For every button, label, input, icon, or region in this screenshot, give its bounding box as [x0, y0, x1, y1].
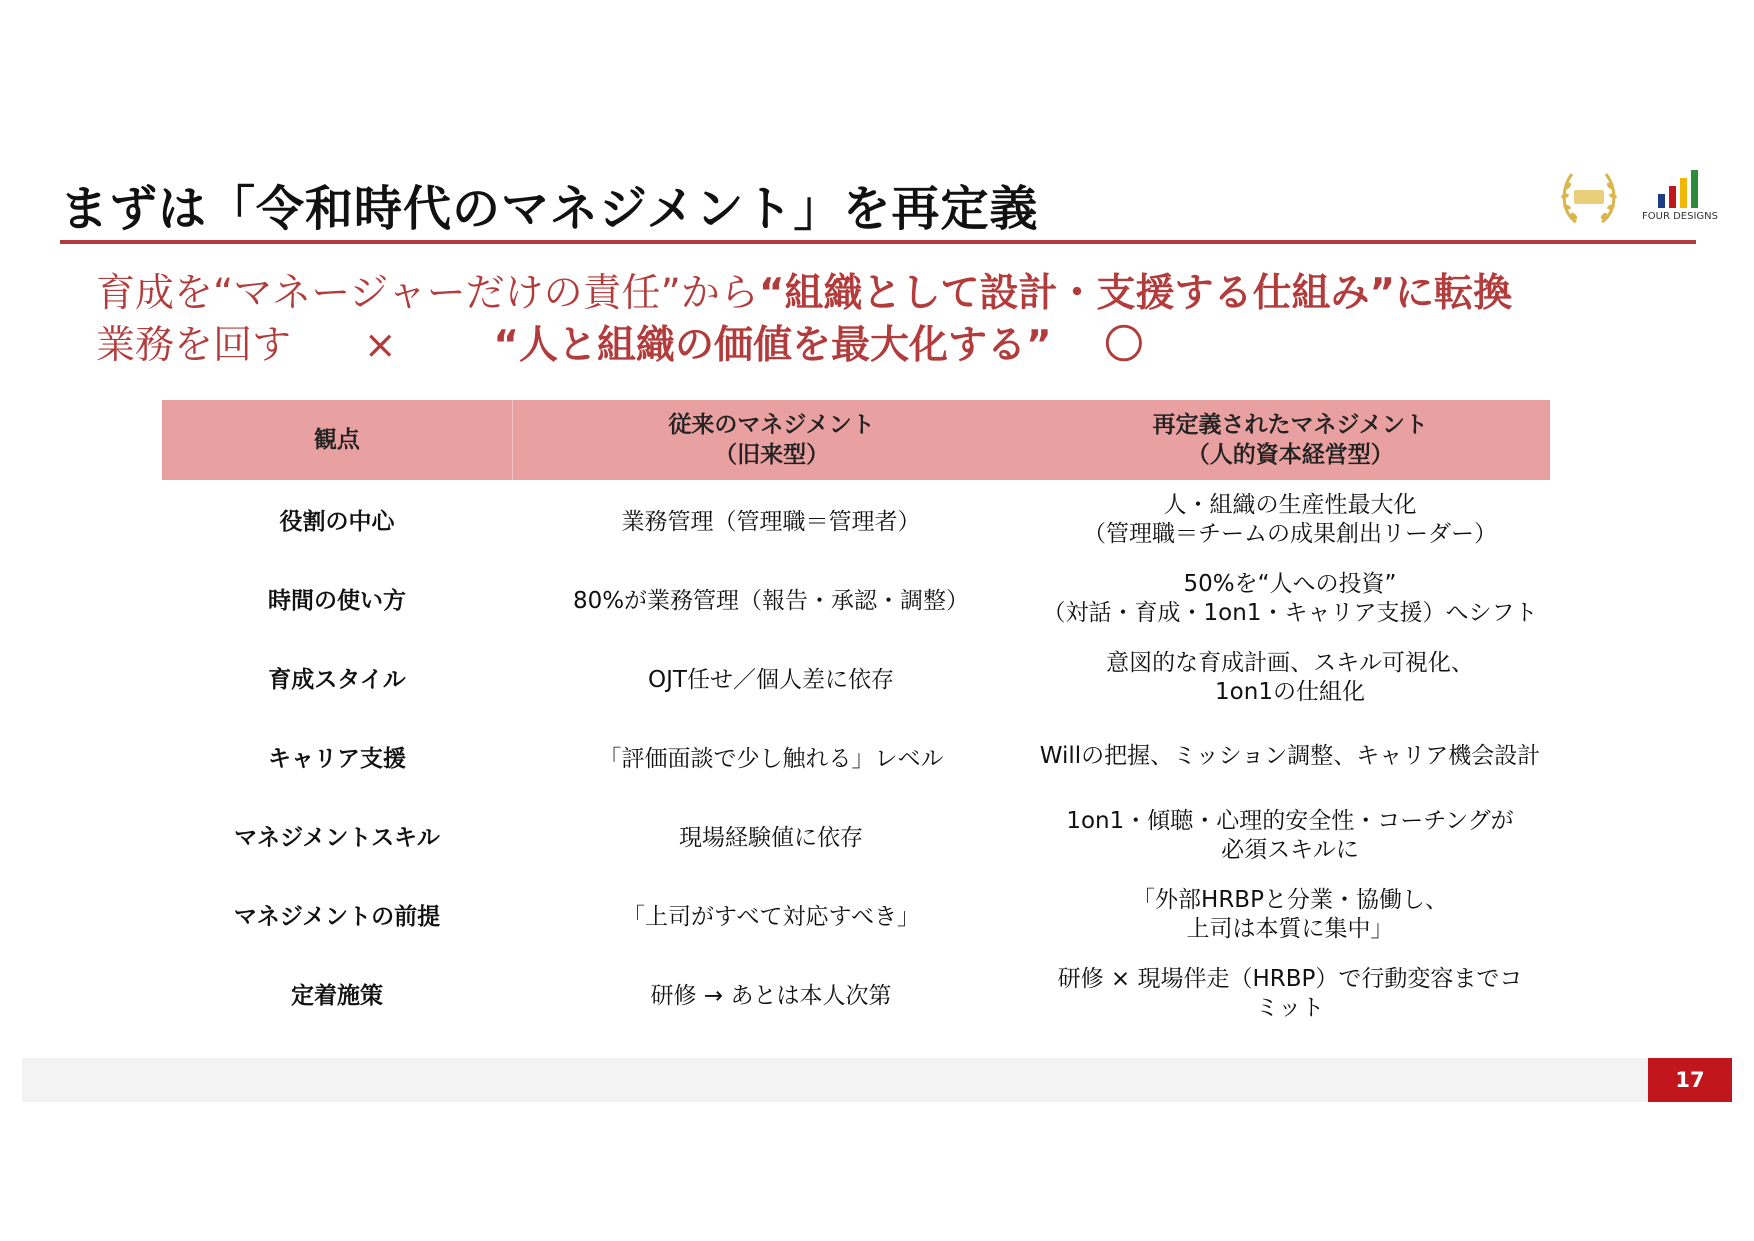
row-new: 人・組織の生産性最大化 （管理職＝チームの成果創出リーダー）	[1083, 491, 1497, 547]
four-designs-logo	[1640, 168, 1720, 228]
header-aspect: 観点	[162, 400, 513, 480]
page-title: まずは「令和時代のマネジメント」を再定義	[60, 181, 1039, 237]
row-new: 研修 × 現場伴走（HRBP）で行動変容までコ ミット	[1057, 965, 1523, 1021]
page-number-badge: 17	[1648, 1058, 1732, 1102]
table-header	[162, 400, 1550, 480]
award-wreath-icon	[1556, 164, 1622, 230]
table-row	[162, 875, 1550, 954]
table-row	[162, 559, 1550, 638]
row-new: 意図的な育成計画、スキル可視化、 1on1の仕組化	[1106, 649, 1474, 705]
header-new: 再定義されたマネジメント （人的資本経営型）	[1152, 412, 1428, 468]
row-new: Willの把握、ミッション調整、キャリア機会設計	[1039, 743, 1541, 769]
row-old: 現場経験値に依存	[679, 825, 863, 851]
row-aspect: キャリア支援	[268, 746, 406, 772]
row-aspect: マネジメントの前提	[233, 904, 441, 930]
logo-bar	[1691, 170, 1698, 208]
subtitle-line-1	[96, 262, 1512, 318]
subtitle-2-circle: 〇	[1104, 323, 1144, 368]
table-row	[162, 480, 1550, 559]
row-aspect: 育成スタイル	[268, 667, 406, 693]
table-row	[162, 954, 1550, 1033]
row-new: 50%を“人への投資” （対話・育成・1on1・キャリア支援）へシフト	[1042, 570, 1538, 626]
subtitle-1-bold: “組織として設計・支援する仕組み”に転換	[758, 271, 1513, 316]
row-old: 80%が業務管理（報告・承認・調整）	[572, 588, 970, 614]
row-new: 「外部HRBPと分業・協働し、 上司は本質に集中」	[1132, 886, 1448, 942]
row-old: 「上司がすべて対応すべき」	[621, 904, 921, 930]
table-row	[162, 717, 1550, 796]
comparison-table	[162, 400, 1550, 1033]
subtitle-2-bold: “人と組織の価値を最大化する”	[493, 323, 1052, 368]
logo-bars-icon	[1640, 168, 1720, 208]
row-aspect: 時間の使い方	[268, 588, 406, 614]
row-aspect: 定着施策	[291, 983, 383, 1009]
subtitle-1-plain: 育成を“マネージャーだけの責任”から	[96, 271, 759, 316]
row-new: 1on1・傾聴・心理的安全性・コーチングが 必須スキルに	[1066, 807, 1514, 863]
table-row	[162, 796, 1550, 875]
row-old: 研修 → あとは本人次第	[650, 983, 892, 1009]
row-old: 業務管理（管理職＝管理者）	[621, 509, 921, 535]
logo-bar	[1680, 178, 1687, 208]
row-aspect: マネジメントスキル	[234, 825, 440, 851]
logo-bar	[1669, 186, 1676, 208]
row-old: OJT任せ／個人差に依存	[648, 667, 894, 693]
table-row	[162, 638, 1550, 717]
subtitle-2-cross: ×	[363, 323, 397, 368]
header-old: 従来のマネジメント （旧来型）	[668, 412, 875, 468]
row-aspect: 役割の中心	[279, 509, 395, 535]
footer-bar	[22, 1058, 1732, 1102]
subtitle-2-plain: 業務を回す	[96, 323, 292, 368]
brand-name: FOUR DESIGNS	[1642, 211, 1718, 222]
subtitle-line-2	[96, 314, 1143, 370]
row-old: 「評価面談で少し触れる」レベル	[598, 746, 944, 772]
logo-bar	[1658, 194, 1665, 208]
title-divider	[60, 240, 1696, 244]
